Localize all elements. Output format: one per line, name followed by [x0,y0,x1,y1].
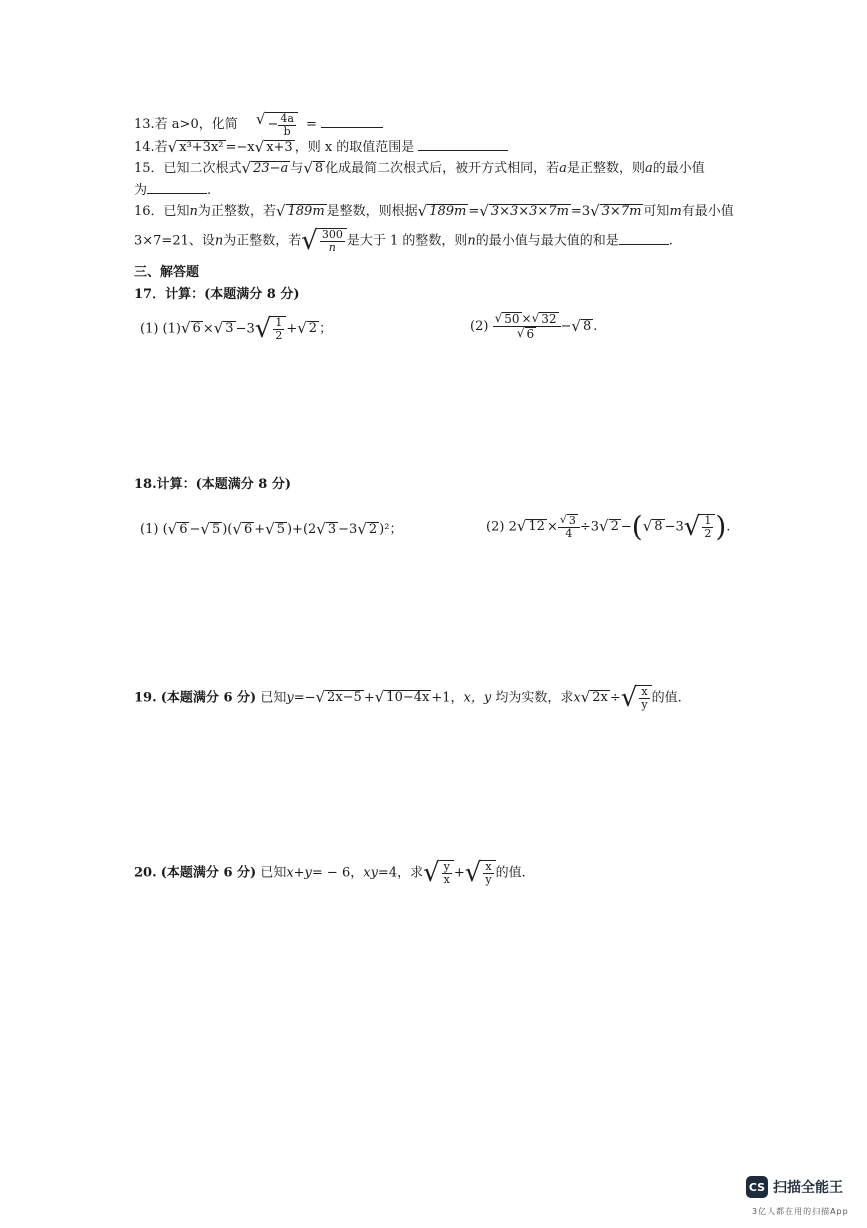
question-13: 13.若 a>0，化简 √ − $\frac{4a}{b}$ = [134,112,383,137]
question-18-part1: (1) ( √ 6 − √ 5 )( √ 6 + √ 5 )+(2 √ 3 −3 √ 2 )²； [140,520,403,538]
logo-text: 扫描全能王 [773,1180,843,1196]
question-18-part2: (2) 2 √ 12 × √ 3 4 ÷3 √ 2 −( √ 8 −3 √ $\frac{1}{2}$ ). [486,510,731,543]
sqrt-expression: √ − $\frac{4a}{b}$ [256,112,298,137]
question-17-title: 17．计算：(本题满分 8 分) [134,287,300,302]
answer-blank[interactable] [321,117,383,128]
answer-blank[interactable] [147,183,207,194]
question-15-line2: 为 . [134,183,212,198]
question-18-title: 18.计算：(本题满分 8 分) [134,477,292,492]
answer-blank[interactable] [619,234,669,245]
question-17-part2: (2) √ 50 × √ 32 √ 6 − √ 8 . [470,311,598,342]
question-16: 16．已知n为正整数，若 √ 189m 是整数，则根据 √ 189m = √ 3×3×3×7m =3 √ 3×7m 可知m有最小值 [134,202,734,220]
question-20: 20. (本题满分 6 分) 已知x+y= − 6，xy=4，求 √ $\frac{y}{x}$ + √ $\frac{x}{y}$ 的值. [134,858,526,888]
question-17-part1: (1) (1) √ 6 × √ 3 −3 √ $\frac{1}{2}$ + √ 2 ； [140,314,333,344]
question-14: 14.若 √ x³+3x² =−x √ x+3 ，则 x 的取值范围是 [134,140,508,155]
question-15: 15．已知二次根式 √ 23−a 与 √ 8 化成最简二次根式后，被开方式相同，若a是正整数，则a的最小值 [134,159,705,177]
answer-blank[interactable] [418,140,508,151]
camscanner-logo [746,1176,843,1198]
logo-tagline: 3亿人都在用的扫描App [752,1207,849,1216]
cs-logo-icon: CS [746,1176,768,1198]
question-16-line2: 3×7=21、设n为正整数，若 √ $\frac{300}{n}$ 是大于 1 的整数，则n的最小值与最大值的和是 . [134,226,673,256]
question-19: 19. (本题满分 6 分) 已知y=− √ 2x−5 + √ 10−4x +1，x，y 均为实数，求x √ 2x ÷ √ $\frac{x}{y}$ 的值. [134,683,682,713]
section-heading: 三、解答题 [134,265,200,280]
